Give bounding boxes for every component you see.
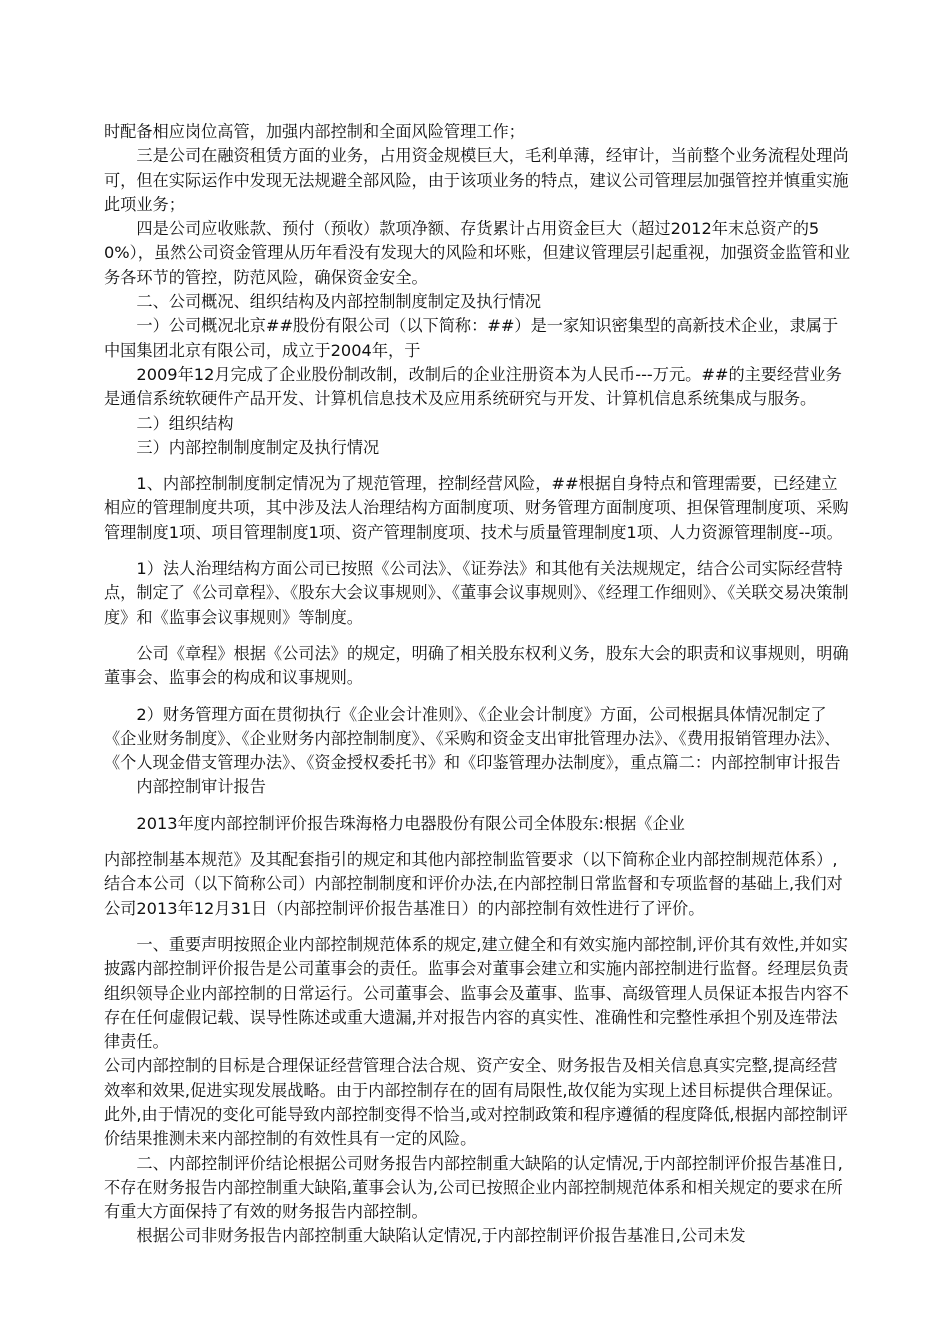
subsection-heading: 二）组织结构: [136, 413, 234, 433]
paragraph: 二、内部控制评价结论根据公司财务报告内部控制重大缺陷的认定情况,于内部控制评价报告基准日,不存在财务报告内部控制重大缺陷,董事会认为,公司已按照企业内部控制规范体系和相关规定的要求在所有重大方面保持了有效的财务报告内部控制。: [104, 1153, 843, 1222]
paragraph: 2009年12月完成了企业股份制改制，改制后的企业注册资本为人民币---万元。##的主要经营业务是通信系统软硬件产品开发、计算机信息技术及应用系统研究与开发、计算机信息系统集成与服务。: [104, 364, 842, 409]
paragraph: 1）法人治理结构方面公司已按照《公司法》、《证券法》和其他有关法规规定，结合公司实际经营特点，制定了《公司章程》、《股东大会议事规则》、《董事会议事规则》、《经理工作细则》、《关联交易决策制度》和《监事会议事规则》等制度。: [104, 559, 849, 627]
paragraph: 公司《章程》根据《公司法》的规定，明确了相关股东权利义务，股东大会的职责和议事规则，明确董事会、监事会的构成和议事规则。: [104, 643, 849, 688]
paragraph: 内部控制基本规范》及其配套指引的规定和其他内部控制监管要求（以下简称企业内部控制规范体系）,结合本公司（以下简称公司）内部控制制度和评价办法,在内部控制日常监督和专项监督的基础上,我们对公司2013年12月31日（内部控制评价报告基准日）的内部控制有效性进行了评价。: [104, 850, 843, 918]
paragraph: 1、内部控制制度制定情况为了规范管理，控制经营风险，##根据自身特点和管理需要，已经建立相应的管理制度共项，其中涉及法人治理结构方面制度项、财务管理方面制度项、担保管理制度项、采购管理制度1项、项目管理制度1项、资产管理制度项、技术与质量管理制度1项、人力资源管理制度--项。: [104, 474, 849, 542]
subsection-heading: 三）内部控制制度制定及执行情况: [136, 437, 380, 457]
paragraph: 根据公司非财务报告内部控制重大缺陷认定情况,于内部控制评价报告基准日,公司未发: [136, 1226, 746, 1246]
section-heading: 内部控制审计报告: [136, 777, 266, 797]
paragraph: 2）财务管理方面在贯彻执行《企业会计准则》、《企业会计制度》方面，公司根据具体情况制定了《企业财务制度》、《企业财务内部控制制度》、《采购和资金支出审批管理办法》、《费用报销管理办法》、《个人现金借支管理办法》、《资金授权委托书》和《印鉴管理办法制度》，重点篇二：内部控制审计报告: [104, 704, 841, 773]
paragraph: 时配备相应岗位高管，加强内部控制和全面风险管理工作；: [104, 122, 525, 141]
paragraph: 四是公司应收账款、预付（预收）款项净额、存货累计占用资金巨大（超过2012年末总资产的50%），虽然公司资金管理从历年看没有发现大的风险和坏账，但建议管理层引起重视，加强资金监管和业务各环节的管控，防范风险，确保资金安全。: [104, 219, 851, 287]
paragraph: 公司内部控制的目标是合理保证经营管理合法合规、资产安全、财务报告及相关信息真实完整,提高经营效率和效果,促进实现发展战略。由于内部控制存在的固有局限性,故仅能为实现上述目标提供合理保证。此外,由于情况的变化可能导致内部控制变得不恰当,或对控制政策和程序遵循的程度降低,根据内部控制评价结果推测未来内部控制的有效性具有一定的风险。: [104, 1056, 848, 1149]
paragraph: 2013年度内部控制评价报告珠海格力电器股份有限公司全体股东:根据《企业: [136, 813, 685, 833]
paragraph: 一）公司概况北京##股份有限公司（以下简称：##）是一家知识密集型的高新技术企业，隶属于中国集团北京有限公司，成立于2004年，于: [104, 316, 839, 360]
paragraph: 三是公司在融资租赁方面的业务，占用资金规模巨大，毛利单薄，经审计，当前整个业务流程处理尚可，但在实际运作中发现无法规避全部风险，由于该项业务的特点，建议公司管理层加强管控并慎重实施此项业务；: [104, 146, 849, 214]
section-heading: 二、公司概况、组织结构及内部控制制度制定及执行情况: [136, 292, 542, 312]
paragraph: 一、重要声明按照企业内部控制规范体系的规定,建立健全和有效实施内部控制,评价其有效性,并如实披露内部控制评价报告是公司董事会的责任。监事会对董事会建立和实施内部控制进行监督。经理层负责组织领导企业内部控制的日常运行。公司董事会、监事会及董事、监事、高级管理人员保证本报告内容不存在任何虚假记载、误导性陈述或重大遗漏,并对报告内容的真实性、准确性和完整性承担个别及连带法律责任。: [104, 934, 849, 1052]
document-body: [104, 120, 852, 1249]
